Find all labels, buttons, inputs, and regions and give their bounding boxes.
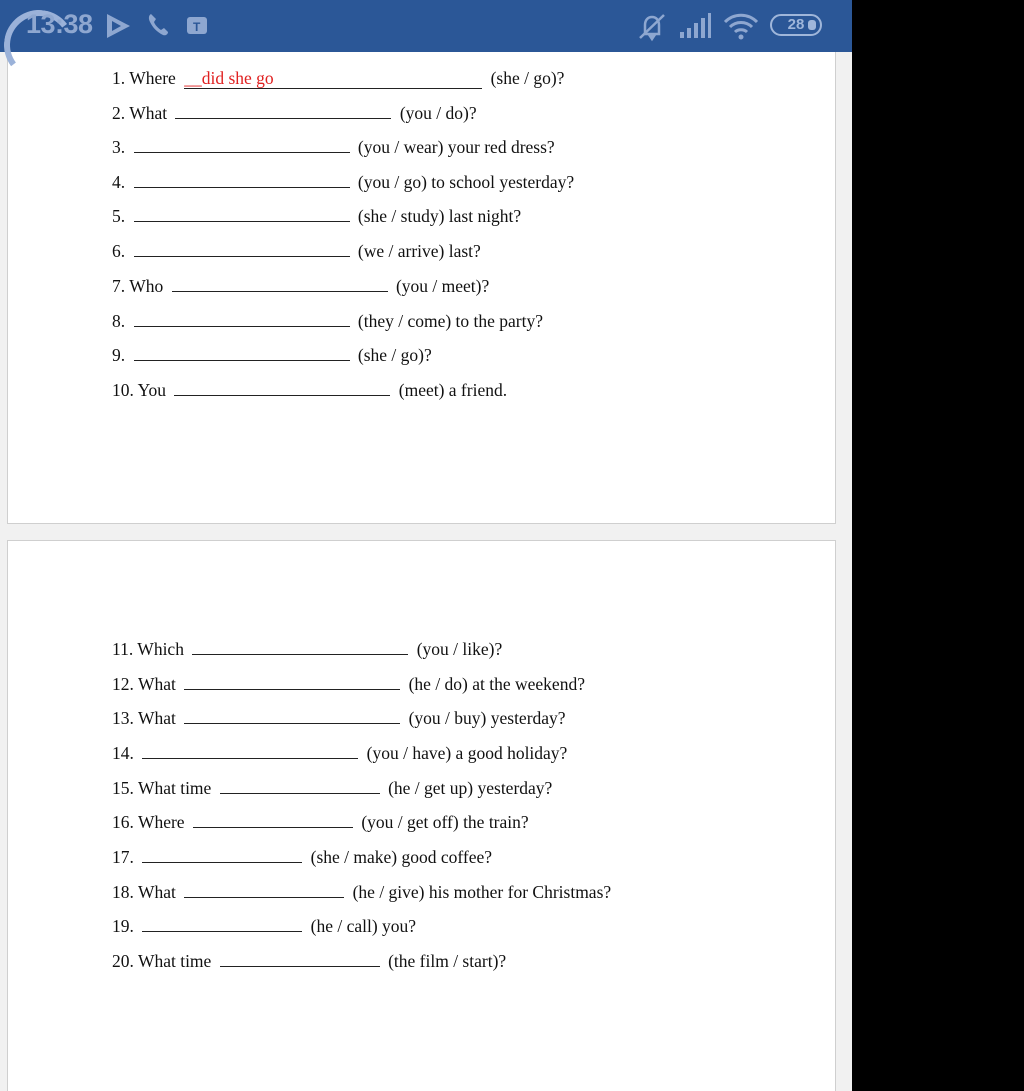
item-prompt: (she / study) last night? bbox=[357, 206, 522, 226]
exercise-item-17 bbox=[112, 847, 492, 867]
answer-blank[interactable] bbox=[134, 346, 350, 361]
exercise-item-12 bbox=[112, 674, 585, 694]
answer-blank[interactable] bbox=[184, 883, 344, 898]
answer-blank[interactable] bbox=[142, 744, 358, 759]
item-number: 12. bbox=[112, 674, 134, 694]
battery-charge-indicator bbox=[808, 20, 816, 30]
item-number: 4. bbox=[112, 172, 126, 192]
answer-blank[interactable] bbox=[220, 952, 380, 967]
document-page-1 bbox=[7, 30, 836, 524]
exercise-item-7 bbox=[112, 276, 489, 296]
item-prompt: (you / go) to school yesterday? bbox=[357, 172, 575, 192]
exercise-item-14 bbox=[112, 743, 567, 763]
answer-blank[interactable] bbox=[172, 277, 388, 292]
answer-blank[interactable] bbox=[192, 640, 408, 655]
item-prompt: (you / have) a good holiday? bbox=[366, 743, 568, 763]
item-prefix: What time bbox=[137, 951, 212, 971]
mute-icon bbox=[636, 12, 668, 42]
answer-blank[interactable] bbox=[134, 242, 350, 257]
exercise-item-5 bbox=[112, 206, 521, 226]
svg-text:T: T bbox=[193, 20, 201, 34]
item-prompt: (you / like)? bbox=[416, 639, 503, 659]
item-number: 17. bbox=[112, 847, 134, 867]
exercise-item-18 bbox=[112, 882, 611, 902]
phone-icon bbox=[146, 12, 170, 38]
answer-blank[interactable] bbox=[142, 848, 302, 863]
exercise-item-20 bbox=[112, 951, 506, 971]
item-prefix: Where bbox=[129, 68, 176, 88]
item-number: 16. bbox=[112, 812, 134, 832]
item-number: 3. bbox=[112, 137, 126, 157]
item-prompt: (she / go)? bbox=[357, 345, 432, 365]
answer-blank[interactable] bbox=[134, 312, 350, 327]
play-store-icon bbox=[104, 12, 134, 40]
item-prefix: What bbox=[137, 674, 176, 694]
exercise-item-1 bbox=[112, 68, 564, 89]
item-prompt: (meet) a friend. bbox=[398, 380, 508, 400]
exercise-item-16 bbox=[112, 812, 529, 832]
item-prompt: (we / arrive) last? bbox=[357, 241, 481, 261]
answer-blank[interactable] bbox=[134, 173, 350, 188]
item-prompt: (you / wear) your red dress? bbox=[357, 137, 555, 157]
item-prompt: (he / get up) yesterday? bbox=[388, 778, 553, 798]
item-prompt: (they / come) to the party? bbox=[357, 311, 544, 331]
item-number: 19. bbox=[112, 916, 134, 936]
item-number: 9. bbox=[112, 345, 126, 365]
teams-icon bbox=[185, 12, 211, 38]
answer-blank[interactable] bbox=[220, 779, 380, 794]
answer-blank[interactable] bbox=[134, 207, 350, 222]
item-prefix: What time bbox=[137, 778, 212, 798]
item-number: 13. bbox=[112, 708, 134, 728]
item-prompt: (you / meet)? bbox=[395, 276, 490, 296]
item-number: 15. bbox=[112, 778, 134, 798]
item-number: 20. bbox=[112, 951, 134, 971]
item-prompt: (you / buy) yesterday? bbox=[408, 708, 566, 728]
item-prefix: You bbox=[137, 380, 166, 400]
battery-level: 28 bbox=[787, 16, 805, 33]
item-number: 18. bbox=[112, 882, 134, 902]
item-number: 6. bbox=[112, 241, 126, 261]
document-page-2 bbox=[7, 540, 836, 1091]
wifi-icon bbox=[722, 12, 760, 42]
exercise-item-4 bbox=[112, 172, 574, 192]
item-prompt: (she / make) good coffee? bbox=[310, 847, 493, 867]
item-prefix: What bbox=[129, 103, 168, 123]
item-number: 11. bbox=[112, 639, 134, 659]
item-number: 2. bbox=[112, 103, 126, 123]
exercise-item-13 bbox=[112, 708, 566, 728]
item-number: 1. bbox=[112, 68, 126, 88]
item-prompt: (he / do) at the weekend? bbox=[408, 674, 585, 694]
exercise-item-19 bbox=[112, 916, 416, 936]
exercise-item-6 bbox=[112, 241, 481, 261]
item-prefix: What bbox=[137, 882, 176, 902]
item-prompt: (the film / start)? bbox=[388, 951, 507, 971]
exercise-item-8 bbox=[112, 311, 543, 331]
answer-blank[interactable] bbox=[174, 381, 390, 396]
item-prefix: Where bbox=[137, 812, 185, 832]
item-number: 8. bbox=[112, 311, 126, 331]
signal-icon bbox=[678, 12, 712, 40]
answer-blank[interactable]: __did she go bbox=[184, 68, 482, 89]
item-number: 14. bbox=[112, 743, 134, 763]
answer-text: did she go bbox=[201, 68, 274, 88]
exercise-item-15 bbox=[112, 778, 552, 798]
item-prompt: (you / do)? bbox=[399, 103, 477, 123]
answer-blank[interactable] bbox=[184, 675, 400, 690]
exercise-item-10 bbox=[112, 380, 507, 400]
item-prompt: (she / go)? bbox=[490, 68, 565, 88]
battery-icon bbox=[770, 14, 822, 36]
item-prefix: What bbox=[137, 708, 176, 728]
item-prompt: (he / give) his mother for Christmas? bbox=[352, 882, 612, 902]
item-prefix: Who bbox=[129, 276, 164, 296]
item-number: 7. bbox=[112, 276, 126, 296]
item-prompt: (he / call) you? bbox=[310, 916, 417, 936]
exercise-item-3 bbox=[112, 137, 555, 157]
status-bar bbox=[0, 0, 852, 52]
item-number: 10. bbox=[112, 380, 134, 400]
exercise-item-9 bbox=[112, 345, 432, 365]
exercise-item-2 bbox=[112, 103, 477, 123]
item-prefix: Which bbox=[137, 639, 184, 659]
answer-blank[interactable] bbox=[175, 104, 391, 119]
answer-blank[interactable] bbox=[193, 813, 353, 828]
item-number: 5. bbox=[112, 206, 126, 226]
answer-blank[interactable] bbox=[142, 917, 302, 932]
answer-blank[interactable] bbox=[134, 138, 350, 153]
answer-blank[interactable] bbox=[184, 709, 400, 724]
status-time: 13:38 bbox=[26, 9, 93, 39]
item-prompt: (you / get off) the train? bbox=[361, 812, 529, 832]
exercise-item-11 bbox=[112, 639, 502, 659]
